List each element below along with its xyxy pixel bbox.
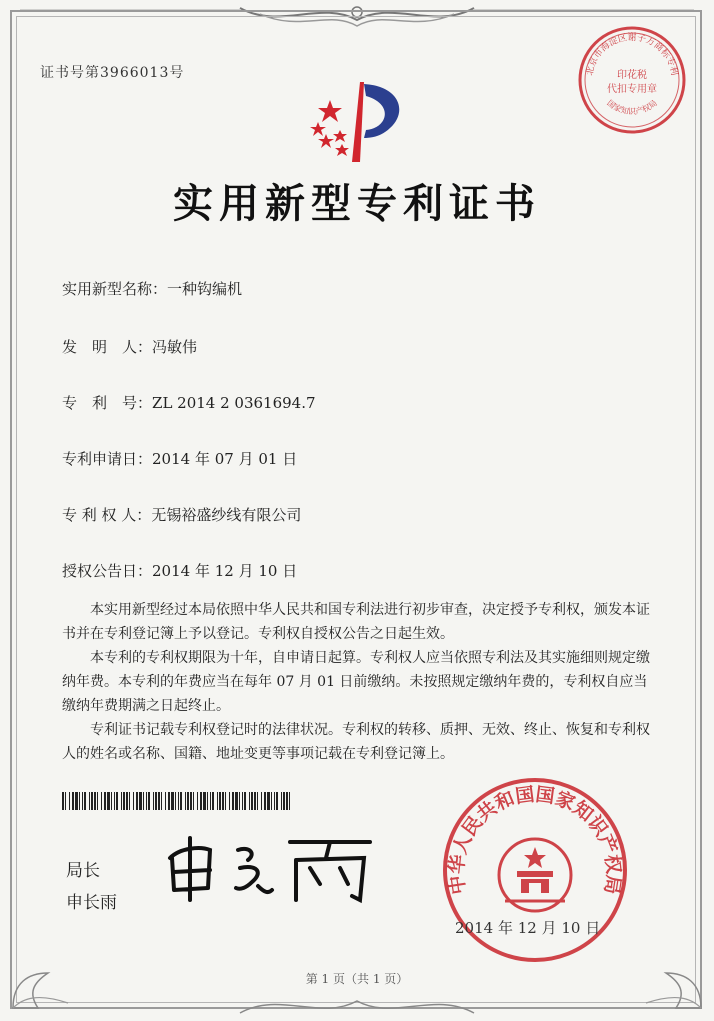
- barcode-bar: [111, 792, 112, 810]
- barcode-bar: [175, 792, 176, 810]
- barcode-bar: [171, 792, 174, 810]
- official-block: [66, 855, 117, 919]
- barcode-bar: [229, 792, 230, 810]
- page-number: 第 1 页（共 1 页）: [305, 972, 409, 986]
- barcode-bar: [232, 792, 234, 810]
- barcode-bar: [217, 792, 218, 810]
- tax-seal-stamp: [576, 24, 688, 136]
- field-label: 实用新型名称：: [62, 280, 168, 298]
- svg-text:北京市海淀区谢子万商标专利: 北京市海淀区谢子万商标专利: [585, 33, 679, 77]
- seal-date: 2014 年 12 月 10 日: [455, 919, 601, 937]
- barcode-bar: [244, 792, 246, 810]
- barcode-bar: [116, 792, 118, 810]
- barcode-bar: [267, 792, 270, 810]
- barcode-bar: [212, 792, 214, 810]
- barcode-bar: [97, 792, 98, 810]
- handwritten-signature: [160, 828, 380, 908]
- barcode-bar: [153, 792, 154, 810]
- barcode-bar: [69, 792, 70, 810]
- certificate-number: 证书号第3966013号: [40, 65, 185, 81]
- barcode-bar: [187, 792, 189, 810]
- barcode-bar: [193, 792, 194, 810]
- barcode-bar: [84, 792, 86, 810]
- field-patentee: [62, 504, 301, 525]
- barcode-bar: [185, 792, 186, 810]
- barcode-bar: [146, 792, 147, 810]
- field-grant-date: [62, 560, 297, 581]
- barcode-bar: [155, 792, 157, 810]
- barcode-bar: [197, 792, 198, 810]
- barcode-bar: [249, 792, 250, 810]
- barcode-bar: [104, 792, 106, 810]
- field-value: 2014 年 07 月 01 日: [152, 450, 298, 468]
- bottom-ornament-icon: [0, 981, 714, 1021]
- svg-text:代扣专用章: 代扣专用章: [607, 84, 657, 95]
- barcode-bar: [89, 792, 90, 810]
- barcode-bar: [274, 792, 275, 810]
- field-label: 专利申请日：: [62, 450, 153, 468]
- barcode-bar: [143, 792, 144, 810]
- barcode-bar: [264, 792, 266, 810]
- barcode-bar: [276, 792, 278, 810]
- barcode-bar: [139, 792, 142, 810]
- barcode-bar: [62, 792, 64, 810]
- certificate-body: [62, 598, 654, 766]
- field-label: 专 利 号：: [62, 394, 153, 412]
- barcode-bar: [82, 792, 83, 810]
- barcode-bar: [107, 792, 110, 810]
- field-utility-model-name: [62, 278, 242, 299]
- barcode-bar: [178, 792, 179, 810]
- barcode-bar: [158, 792, 160, 810]
- barcode-bar: [180, 792, 182, 810]
- field-application-date: [62, 448, 297, 469]
- barcode-bar: [254, 792, 256, 810]
- field-label: 发 明 人：: [62, 338, 153, 356]
- barcode-bar: [225, 792, 226, 810]
- svg-text:印花税: 印花税: [617, 70, 647, 81]
- barcode-bar: [210, 792, 211, 810]
- barcode-bar: [283, 792, 285, 810]
- barcode-bar: [161, 792, 162, 810]
- barcode-bar: [200, 792, 202, 810]
- official-title: 局长: [66, 861, 100, 881]
- barcode-bar: [289, 792, 290, 810]
- field-patent-number: [62, 392, 316, 413]
- barcode-icon: [62, 792, 292, 810]
- svg-text:国家知识产权局: 国家知识产权局: [605, 98, 659, 117]
- barcode-bar: [271, 792, 272, 810]
- barcode-bar: [281, 792, 282, 810]
- barcode-bar: [168, 792, 170, 810]
- barcode-bar: [133, 792, 134, 810]
- field-value: 一种钩编机: [167, 280, 243, 298]
- barcode-bar: [114, 792, 115, 810]
- barcode-bar: [207, 792, 208, 810]
- barcode-bar: [75, 792, 78, 810]
- barcode-bar: [94, 792, 96, 810]
- body-paragraph: 本实用新型经过本局依照中华人民共和国专利法进行初步审查，决定授予专利权，颁发本证书并在专利登记簿上予以登记。专利权自授权公告之日起生效。: [62, 602, 650, 642]
- certificate-title: 实用新型专利证书: [173, 181, 541, 227]
- barcode-bar: [242, 792, 243, 810]
- barcode-bar: [203, 792, 206, 810]
- field-value: 冯敏伟: [152, 338, 198, 356]
- official-name: 申长雨: [66, 893, 117, 913]
- body-paragraph: 本专利的专利权期限为十年，自申请日起算。专利权人应当依照专利法及其实施细则规定缴纳年费。本专利的年费应当在每年 07 月 01 日前缴纳。未按照规定缴纳年费的，专利权自应当缴纳年费期满之日起终止。: [62, 650, 650, 714]
- patent-office-logo: [290, 72, 420, 172]
- field-value: 2014 年 12 月 10 日: [152, 562, 298, 580]
- barcode-bar: [136, 792, 138, 810]
- barcode-bar: [79, 792, 80, 810]
- svg-text:中华人民共和国国家知识产权局: 中华人民共和国国家知识产权局: [445, 783, 625, 896]
- barcode-bar: [190, 792, 192, 810]
- barcode-bar: [239, 792, 240, 810]
- barcode-bar: [261, 792, 262, 810]
- barcode-bar: [222, 792, 224, 810]
- barcode-bar: [121, 792, 122, 810]
- barcode-bar: [123, 792, 125, 810]
- barcode-bar: [251, 792, 253, 810]
- barcode-bar: [129, 792, 130, 810]
- barcode-bar: [219, 792, 221, 810]
- barcode-bar: [165, 792, 166, 810]
- barcode-bar: [65, 792, 66, 810]
- field-label: 专 利 权 人：: [62, 506, 152, 524]
- body-paragraph: 专利证书记载专利权登记时的法律状况。专利权的转移、质押、无效、终止、恢复和专利权人的姓名或名称、国籍、地址变更等事项记载在专利登记簿上。: [62, 722, 650, 762]
- barcode-bar: [91, 792, 93, 810]
- barcode-bar: [148, 792, 150, 810]
- field-inventor: [62, 336, 197, 357]
- field-value: ZL 2014 2 0361694.7: [152, 394, 316, 412]
- barcode-bar: [235, 792, 238, 810]
- field-value: 无锡裕盛纱线有限公司: [151, 506, 302, 524]
- barcode-bar: [72, 792, 74, 810]
- barcode-bar: [286, 792, 288, 810]
- field-label: 授权公告日：: [62, 562, 153, 580]
- barcode-bar: [257, 792, 258, 810]
- barcode-bar: [101, 792, 102, 810]
- barcode-bar: [126, 792, 128, 810]
